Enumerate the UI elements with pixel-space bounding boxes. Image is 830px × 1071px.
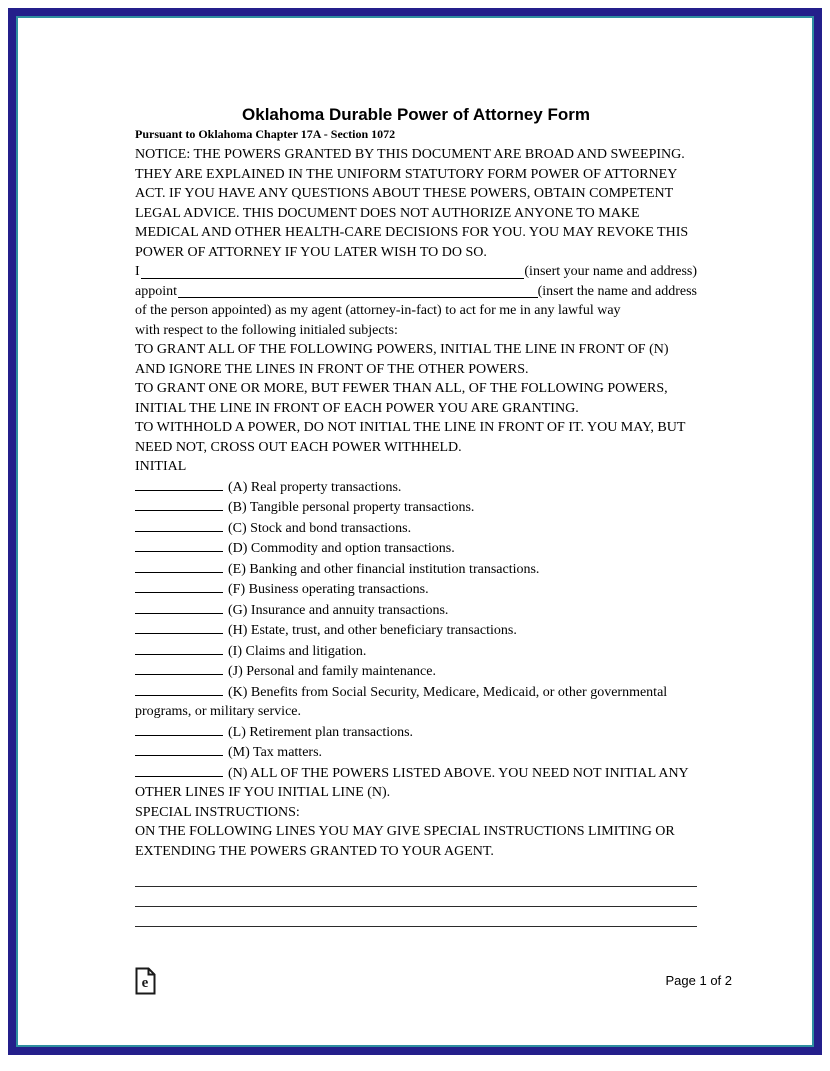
special-instructions-lines [135, 867, 697, 927]
instruction-grant-some: TO GRANT ONE OR MORE, BUT FEWER THAN ALL, OF THE FOLLOWING POWERS, INITIAL THE LINE IN FRONT OF EACH POWER YOU ARE GRANTING. [135, 381, 668, 416]
special-instructions-text: ON THE FOLLOWING LINES YOU MAY GIVE SPECIAL INSTRUCTIONS LIMITING OR EXTENDING THE POWERS GRANTED TO YOUR AGENT. [135, 824, 675, 859]
instruction-withhold: TO WITHHOLD A POWER, DO NOT INITIAL THE LINE IN FRONT OF IT. YOU MAY, BUT NEED NOT, CROSS OUT EACH POWER WITHHELD. [135, 420, 686, 455]
page-footer [135, 967, 732, 995]
appointment-continuation-line: of the person appointed) as my agent (attorney-in-fact) to act for me in any lawful way [135, 303, 621, 318]
agent-name-line [135, 282, 697, 302]
power-label: (J) Personal and family maintenance. [228, 664, 436, 679]
power-item-f [135, 579, 697, 600]
page-indicator: Page 1 of 2 [665, 973, 732, 989]
principal-name-line [135, 262, 697, 282]
principal-name-hint: (insert your name and address) [524, 264, 697, 279]
agent-name-hint: (insert the name and address [537, 283, 697, 299]
initial-blank-line [135, 497, 223, 511]
power-label: (F) Business operating transactions. [228, 582, 429, 597]
power-label: (H) Estate, trust, and other beneficiary transactions. [228, 623, 517, 638]
statute-reference: Pursuant to Oklahoma Chapter 17A - Section 1072 [135, 127, 396, 141]
power-item-i [135, 641, 697, 662]
initial-column-label: INITIAL [135, 459, 187, 474]
initial-blank-line [135, 559, 223, 573]
blank-writing-line-1 [135, 867, 697, 887]
power-item-a [135, 477, 697, 498]
initial-blank-line [135, 518, 223, 532]
power-item-j [135, 661, 697, 682]
power-item-g [135, 600, 697, 621]
initial-blank-line [135, 641, 223, 655]
power-label: (A) Real property transactions. [228, 479, 402, 495]
power-label: (D) Commodity and option transactions. [228, 541, 455, 556]
power-label: (N) ALL OF THE POWERS LISTED ABOVE. YOU NEED NOT INITIAL ANY OTHER LINES IF YOU INITIAL LINE (N). [135, 765, 689, 800]
principal-name-prefix: I [135, 264, 140, 279]
power-label: (L) Retirement plan transactions. [228, 724, 414, 740]
power-label: (M) Tax matters. [228, 745, 323, 760]
power-label: (B) Tangible personal property transactions. [228, 500, 475, 515]
power-item-c [135, 518, 697, 539]
initial-blank-line [135, 620, 223, 634]
power-item-k [135, 682, 697, 722]
svg-text:e: e [141, 975, 149, 991]
blank-writing-line-2 [135, 887, 697, 907]
agent-name-prefix: appoint [135, 283, 177, 299]
power-label: (C) Stock and bond transactions. [228, 520, 412, 536]
initial-blank-line [135, 600, 223, 614]
initial-blank-line [135, 477, 223, 491]
power-label: (E) Banking and other financial institution transactions. [228, 561, 540, 577]
power-item-h [135, 620, 697, 641]
page-title: Oklahoma Durable Power of Attorney Form [242, 105, 590, 124]
special-instructions-heading: SPECIAL INSTRUCTIONS: [135, 804, 300, 820]
power-item-d [135, 538, 697, 559]
power-item-l [135, 722, 697, 743]
power-item-m [135, 742, 697, 763]
initial-blank-line [135, 742, 223, 756]
initial-blank-line [135, 682, 223, 696]
blank-writing-line-3 [135, 907, 697, 927]
document-content [16, 16, 814, 927]
power-item-b [135, 497, 697, 518]
notice-paragraph: NOTICE: THE POWERS GRANTED BY THIS DOCUMENT ARE BROAD AND SWEEPING. THEY ARE EXPLAINED IN THE UNIFORM STATUTORY FORM POWER OF ATTORNEY ACT. IF YOU HAVE ANY QUESTIONS ABOUT THESE POWERS, OBTAIN COMPETENT LEGAL ADVICE. THIS DOCUMENT DOES NOT AUTHORIZE ANYONE TO MAKE MEDICAL AND OTHER HEALTH-CARE DECISIONS FOR YOU. YOU MAY REVOKE THIS POWER OF ATTORNEY IF YOU LATER WISH TO DO SO. [135, 147, 689, 260]
principal-name-blank-line [141, 277, 525, 279]
instruction-grant-all: TO GRANT ALL OF THE FOLLOWING POWERS, INITIAL THE LINE IN FRONT OF (N) AND IGNORE THE LINES IN FRONT OF THE OTHER POWERS. [135, 342, 669, 377]
eforms-logo-icon [135, 967, 156, 995]
power-label: (G) Insurance and annuity transactions. [228, 602, 449, 618]
agent-name-blank-line [178, 296, 538, 298]
initial-blank-line [135, 661, 223, 675]
initial-blank-line [135, 579, 223, 593]
initial-blank-line [135, 722, 223, 736]
initial-blank-line [135, 763, 223, 777]
initial-blank-line [135, 538, 223, 552]
appointment-subjects-line: with respect to the following initialed subjects: [135, 322, 398, 338]
power-item-e [135, 559, 697, 580]
document-page [8, 8, 822, 1055]
power-label: (K) Benefits from Social Security, Medicare, Medicaid, or other governmental programs, or military service. [135, 684, 668, 719]
power-item-n [135, 763, 697, 803]
power-label: (I) Claims and litigation. [228, 643, 367, 659]
